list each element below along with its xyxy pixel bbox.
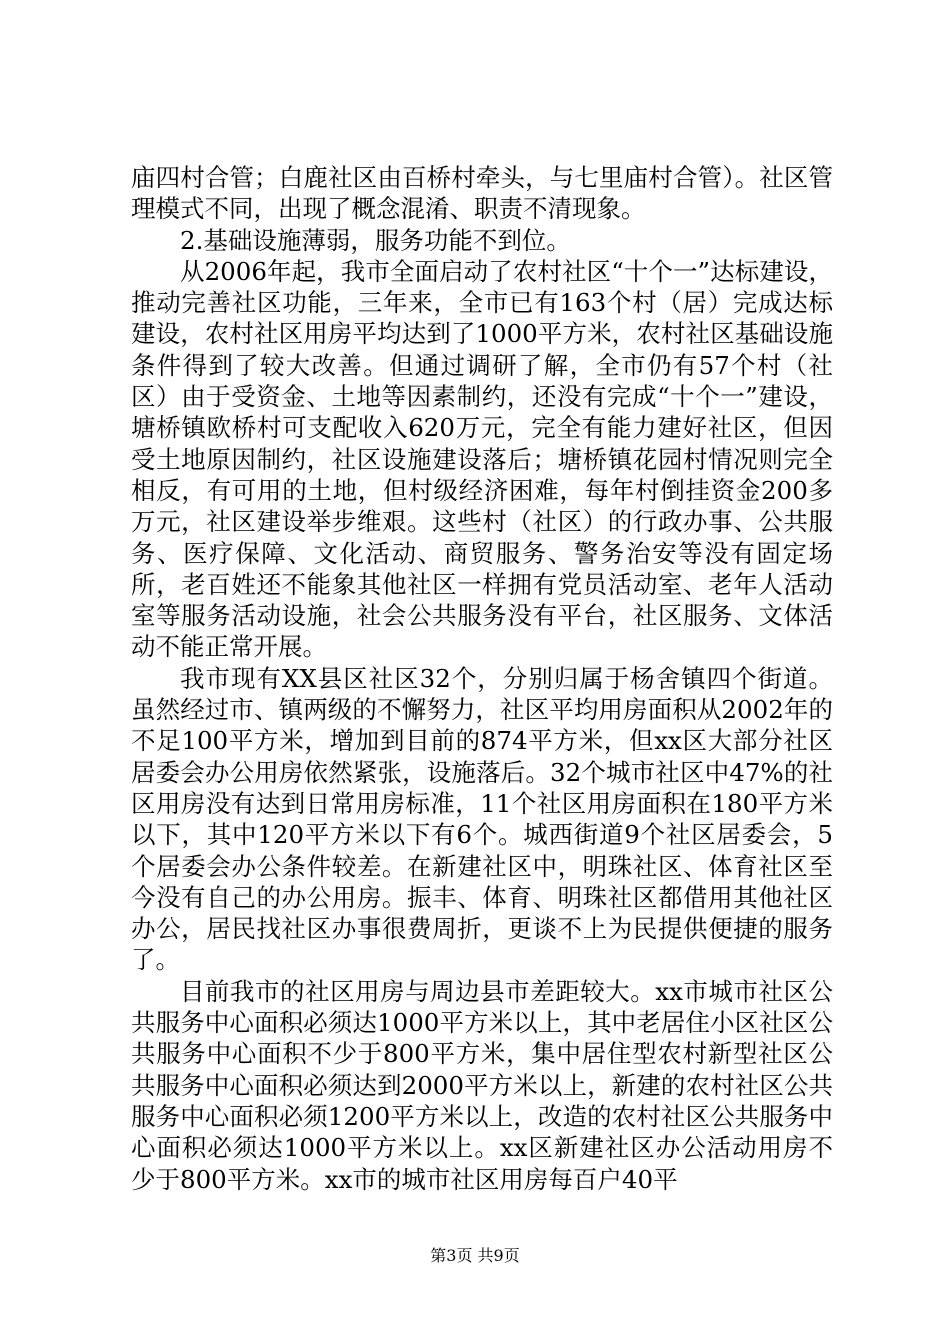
paragraph-2-heading: 2.基础设施薄弱，服务功能不到位。 [180,225,571,255]
page-footer: 第3页 共9页 [430,1246,520,1265]
paragraph-3: 从2006年起，我市全面启动了农村社区“十个一”达标建设，推动完善社区功能，三年来，全市已有163个村（居）完成达标建设，农村社区用房平均达到了1000平方米，农村社区基础设施条件得到了较大改善。但通过调研了解，全市仍有57个村（社区）由于受资金、土地等因素制约，还没有完成“十个一”建设，塘桥镇欧桥村可支配收入620万元，完全有能力建好社区，但因受土地原因制约，社区设施建设落后；塘桥镇花园村情况则完全相反，有可用的土地，但村级经济困难，每年村倒挂资金200多万元，社区建设举步维艰。这些村（社区）的行政办事、公共服务、医疗保障、文化活动、商贸服务、警务治安等没有固定场所，老百姓还不能象其他社区一样拥有党员活动室、老年人活动室等服务活动设施，社会公共服务没有平台，社区服务、文体活动不能正常开展。 [131,256,833,662]
paragraph-4: 我市现有XX县区社区32个，分别归属于杨舍镇四个街道。虽然经过市、镇两级的不懈努力，社区平均用房面积从2002年的不足100平方米，增加到目前的874平方米，但xx区大部分社区居委会办公用房依然紧张，设施落后。32个城市社区中47%的社区用房没有达到日常用房标准，11个社区用房面积在180平方米以下，其中120平方米以下有6个。城西街道9个社区居委会，5个居委会办公条件较差。在新建社区中，明珠社区、体育社区至今没有自己的办公用房。振丰、体育、明珠社区都借用其他社区办公，居民找社区办事很费周折，更谈不上为民提供便捷的服务了。 [131,663,833,975]
paragraph-1: 庙四村合管；白鹿社区由百桥村牵头，与七里庙村合管）。社区管理模式不同，出现了概念混淆、职责不清现象。 [131,163,833,224]
document-body [131,162,833,1195]
paragraph-5: 目前我市的社区用房与周边县市差距较大。xx市城市社区公共服务中心面积必须达1000平方米以上，其中老居住小区社区公共服务中心面积不少于800平方米，集中居住型农村新型社区公共服务中心面积必须达到2000平方米以上，新建的农村社区公共服务中心面积必须1200平方米以上，改造的农村社区公共服务中心面积必须达1000平方米以上。xx区新建社区办公活动用房不少于800平方米。xx市的城市社区用房每百户40平 [131,976,833,1194]
